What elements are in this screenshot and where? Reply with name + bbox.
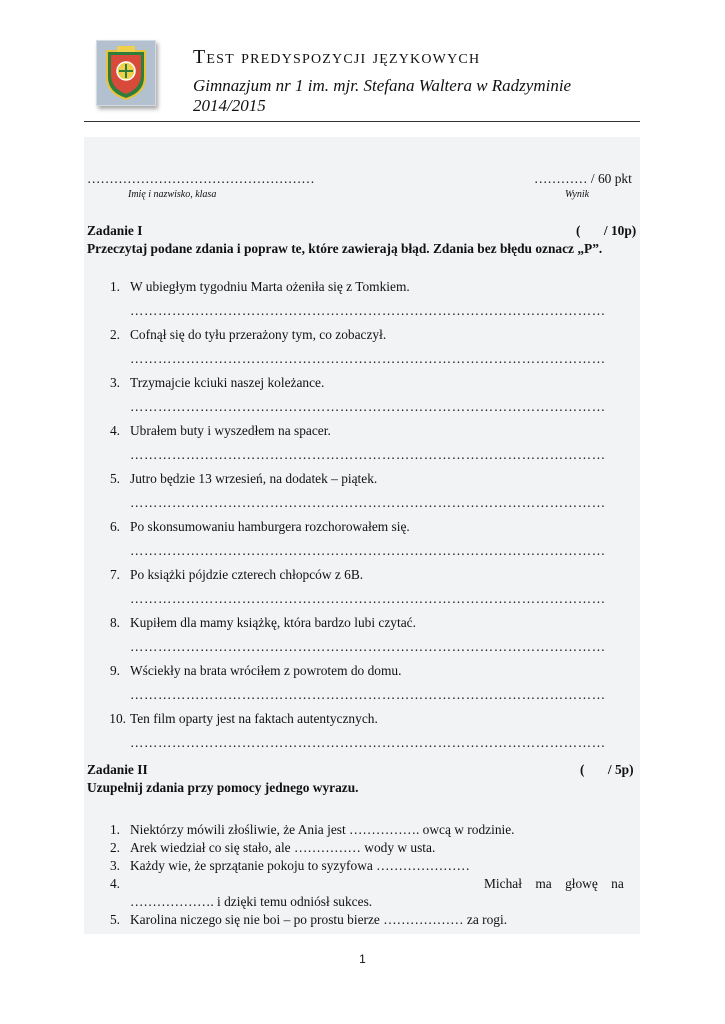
task1-answer-line[interactable]: …………………………………………………………………………………………: [130, 543, 606, 558]
task2-points: ( / 5p): [580, 762, 634, 777]
header-divider: [84, 121, 640, 122]
task1-answer-line[interactable]: …………………………………………………………………………………………: [130, 447, 606, 462]
task1-item-number: 9.: [109, 663, 120, 678]
score-field[interactable]: ………… / 60 pkt: [534, 171, 632, 186]
task1-item-number: 5.: [109, 471, 120, 486]
score-field-label: Wynik: [565, 189, 590, 200]
task1-instruction: Przeczytaj podane zdania i popraw te, które zawierają błąd. Zdania bez błędu oznacz „P”.: [87, 241, 603, 256]
task1-item-number: 6.: [109, 519, 120, 534]
task2-item-text: Michał ma głowę na: [484, 876, 624, 891]
task1-item-text: Ten film oparty jest na faktach autentycznych.: [130, 711, 378, 726]
task2-item-text: Karolina niczego się nie boi – po prostu bierze ……………… za rogi.: [130, 912, 508, 927]
task1-item-number: 10.: [109, 711, 126, 726]
task2-item-text: Niektórzy mówili złośliwie, że Ania jest ……………. owcą w rodzinie.: [130, 822, 515, 837]
task2-item-number: 5.: [109, 912, 120, 927]
task1-item-text: Jutro będzie 13 wrzesień, na dodatek – piątek.: [130, 471, 378, 486]
task2-title: Zadanie II: [87, 762, 148, 777]
task1-item-text: Cofnął się do tyłu przerażony tym, co zobaczył.: [130, 327, 387, 342]
task1-item-text: Trzymajcie kciuki naszej koleżance.: [130, 375, 325, 390]
task1-item-text: Kupiłem dla mamy książkę, która bardzo lubi czytać.: [130, 615, 416, 630]
task1-item-number: 1.: [109, 279, 120, 294]
task2-item-text: Każdy wie, że sprzątanie pokoju to syzyfowa …………………: [130, 858, 470, 873]
task1-answer-line[interactable]: …………………………………………………………………………………………: [130, 351, 606, 366]
task1-title: Zadanie I: [87, 223, 143, 238]
task1-answer-line[interactable]: …………………………………………………………………………………………: [130, 639, 606, 654]
task1-item-text: Wściekły na brata wróciłem z powrotem do domu.: [130, 663, 402, 678]
task1-item-text: Po skonsumowaniu hamburgera rozchorowałem się.: [130, 519, 410, 534]
name-field-label: Imię i nazwisko, klasa: [128, 189, 217, 200]
task1-answer-line[interactable]: …………………………………………………………………………………………: [130, 303, 606, 318]
task1-answer-line[interactable]: …………………………………………………………………………………………: [130, 735, 606, 750]
school-name-text: Gimnazjum nr 1 im. mjr. Stefana Waltera w Radzyminie: [193, 76, 572, 95]
task1-answer-line[interactable]: …………………………………………………………………………………………: [130, 591, 606, 606]
task2-item-number: 2.: [109, 840, 120, 855]
task2-item-number: 3.: [109, 858, 120, 873]
task2-instruction: Uzupełnij zdania przy pomocy jednego wyrazu.: [87, 780, 359, 795]
task1-answer-line[interactable]: …………………………………………………………………………………………: [130, 495, 606, 510]
task2-item-number: 4.: [109, 876, 120, 891]
task1-item-number: 2.: [109, 327, 120, 342]
name-field[interactable]: ……………………………………………: [87, 171, 315, 186]
task1-answer-line[interactable]: …………………………………………………………………………………………: [130, 687, 606, 702]
task1-item-text: Po książki pójdzie czterech chłopców z 6B.: [130, 567, 364, 582]
document-title: Test predyspozycji językowych: [193, 46, 481, 68]
task1-item-text: Ubrałem buty i wyszedłem na spacer.: [130, 423, 331, 438]
task2-item-number: 1.: [109, 822, 120, 837]
task1-item-number: 7.: [109, 567, 120, 582]
school-name: [193, 76, 571, 116]
task1-points: ( / 10p): [576, 223, 637, 238]
school-logo: [96, 40, 156, 106]
task1-item-number: 3.: [109, 375, 120, 390]
task1-item-number: 8.: [109, 615, 120, 630]
school-year: 2014/2015: [193, 96, 266, 115]
task1-item-text: W ubiegłym tygodniu Marta ożeniła się z Tomkiem.: [130, 279, 410, 294]
task2-item-text-continued: ………………. i dzięki temu odniósł sukces.: [130, 894, 373, 909]
task2-item-text: Arek wiedział co się stało, ale …………… wody w usta.: [130, 840, 436, 855]
page-number: 1: [359, 952, 366, 966]
task1-item-number: 4.: [109, 423, 120, 438]
task1-answer-line[interactable]: …………………………………………………………………………………………: [130, 399, 606, 414]
